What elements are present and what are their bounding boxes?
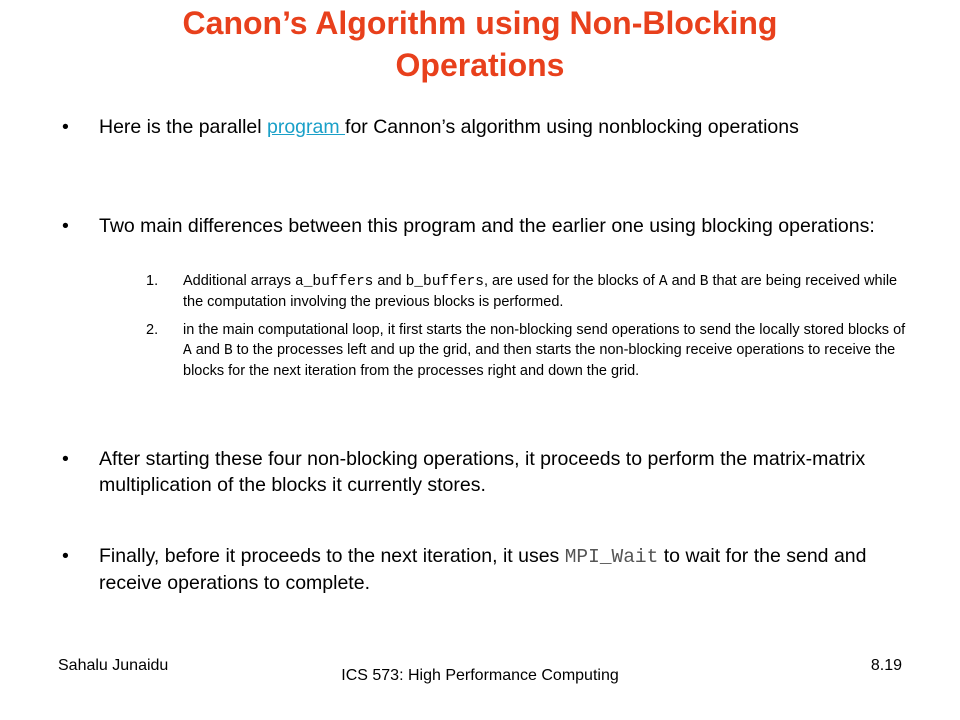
text-part: Finally, before it proceeds to the next iteration, it uses xyxy=(99,545,565,567)
bullet-text xyxy=(99,543,892,596)
footer-page-number: 8.19 xyxy=(870,657,902,674)
text-part: and xyxy=(373,273,406,289)
text-part: , are used for the blocks of xyxy=(483,273,659,289)
sub-item-number: 2. xyxy=(146,322,159,338)
footer-course: ICS 573: High Performance Computing xyxy=(341,667,619,684)
bullet-dot: • xyxy=(62,545,69,567)
footer-author: Sahalu Junaidu xyxy=(58,657,169,674)
bullet-dot: • xyxy=(62,448,69,470)
bullet-text: Two main differences between this program and the earlier one using blocking operations: xyxy=(99,215,875,237)
text-part: that are being received while the computation involving the previous blocks is performed. xyxy=(183,273,898,310)
sub-item-2 xyxy=(146,320,916,381)
bullet-text-post: for Cannon’s algorithm using nonblocking operations xyxy=(345,116,799,138)
bullet-after-starting xyxy=(62,446,892,498)
code-a: A xyxy=(658,274,668,290)
program-link[interactable]: program xyxy=(267,116,346,138)
sub-item-1 xyxy=(146,271,916,312)
sub-item-number: 1. xyxy=(146,273,159,289)
bullet-program-link xyxy=(62,114,892,140)
bullet-differences xyxy=(62,213,892,239)
text-part: to wait for the send and receive operations to complete. xyxy=(99,545,867,594)
bullet-text: After starting these four non-blocking operations, it proceeds to perform the matrix-matrix multiplication of the blocks it currently stores. xyxy=(99,448,866,496)
title-line-1: Canon’s Algorithm using Non-Blocking xyxy=(182,5,778,41)
code-b-buffers: b_buffers xyxy=(405,274,484,290)
text-part: Additional arrays xyxy=(183,273,296,289)
text-part: and xyxy=(191,342,224,358)
bullet-dot: • xyxy=(62,215,69,237)
bullet-finally xyxy=(62,543,892,596)
text-part: and xyxy=(667,273,700,289)
bullet-dot: • xyxy=(62,116,69,138)
code-a-buffers: a_buffers xyxy=(295,274,374,290)
code-b: B xyxy=(223,343,233,359)
sub-item-text xyxy=(183,320,916,381)
bullet-text-pre: Here is the parallel xyxy=(99,116,267,138)
code-b: B xyxy=(699,274,709,290)
bullet-text xyxy=(99,114,892,140)
text-part: to the processes left and up the grid, and then starts the non-blocking receive operations to receive the blocks for the next iteration from the processes right and down the grid. xyxy=(183,342,896,379)
text-part: in the main computational loop, it first starts the non-blocking send operations to send the locally stored blocks of xyxy=(183,322,906,338)
slide-title xyxy=(60,2,900,86)
code-a: A xyxy=(183,343,192,359)
title-line-2: Operations xyxy=(395,47,565,83)
code-mpi-wait: MPI_Wait xyxy=(564,546,659,568)
sub-item-text xyxy=(183,271,916,312)
